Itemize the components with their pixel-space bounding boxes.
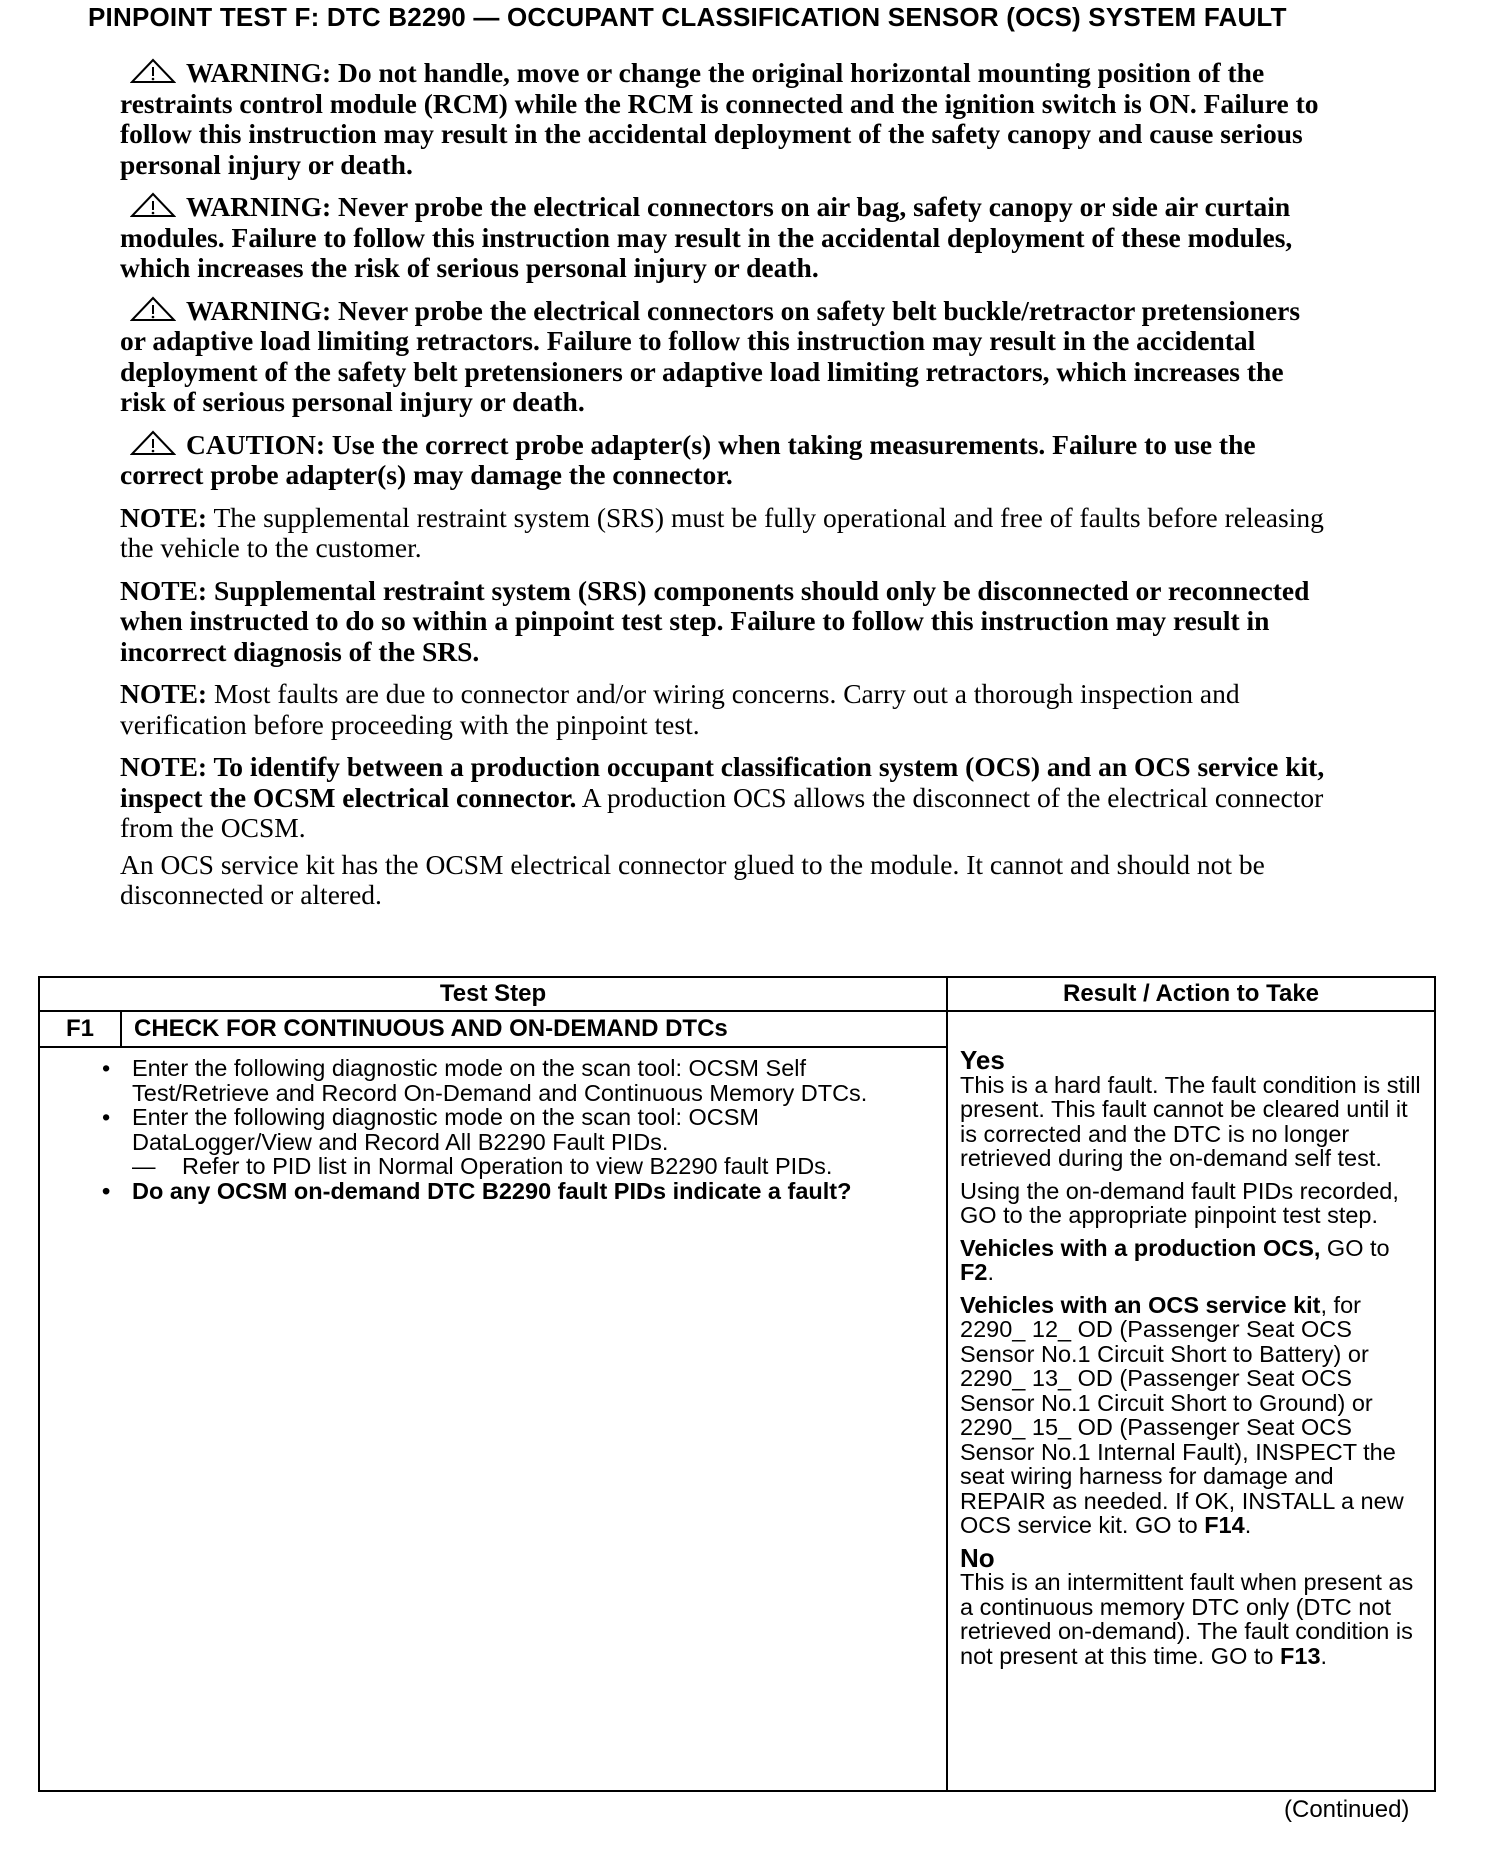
caution: CAUTION: Use the correct probe adapter(s) when taking measurements. Failure to use the correct probe adapter(s) may damage the connector. [120, 428, 1256, 490]
note-srs-operational: NOTE: The supplemental restraint system (SRS) must be fully operational and free of faults before releasing the vehicle to the customer. [120, 501, 1324, 563]
bullet-icon: • [102, 1055, 111, 1081]
intro-section [120, 58, 1330, 923]
result-using-text: Using the on-demand fault PIDs recorded, GO to the appropriate pinpoint test step. [960, 1177, 1399, 1228]
step-title-row [39, 1011, 1435, 1047]
result-production-ocs: Vehicles with a production OCS, GO to F2. [960, 1234, 1390, 1285]
warning-1: WARNING: Do not handle, move or change the original horizontal mounting position of the restraints control module (RCM) while the RCM is connected and the ignition switch is ON. Failure to follow this instruction may result in the accidental deployment of the safety canopy and cause serious personal injury or death. [120, 57, 1319, 180]
test-step-table [38, 976, 1436, 1792]
header-test-step: Test Step [39, 977, 947, 1011]
page-title: PINPOINT TEST F: DTC B2290 — OCCUPANT CLASSIFICATION SENSOR (OCS) SYSTEM FAULT [88, 2, 1287, 32]
header-result-action: Result / Action to Take [947, 977, 1435, 1011]
bullet-icon: • [102, 1104, 111, 1130]
continued-label: (Continued) [1284, 1796, 1410, 1823]
warning-2: WARNING: Never probe the electrical connectors on air bag, safety canopy or side air curtain modules. Failure to follow this instruction may result in the accidental deployment of these modules, which increases the risk of serious personal injury or death. [120, 191, 1293, 283]
warning-triangle-icon [130, 430, 176, 456]
result-cell [947, 1011, 1435, 1791]
sub-instruction: — Refer to PID list in Normal Operation to view B2290 fault PIDs. [132, 1153, 833, 1179]
table-header-row [39, 977, 1435, 1011]
instruction-item: • Enter the following diagnostic mode on the scan tool: OCSM Self Test/Retrieve and Record On-Demand and Continuous Memory DTCs. [102, 1055, 868, 1106]
result-yes-label: Yes [960, 1045, 1005, 1075]
step-title: CHECK FOR CONTINUOUS AND ON-DEMAND DTCs [121, 1011, 947, 1047]
result-no-text: This is an intermittent fault when present as a continuous memory DTC only (DTC not retrieved on-demand). The fault condition is not present at this time. GO to F13. [960, 1569, 1414, 1669]
warning-3: WARNING: Never probe the electrical connectors on safety belt buckle/retractor pretensioners or adaptive load limiting retractors. Failure to follow this instruction may result in the accidental deployment of the safety belt pretensioners or adaptive load limiting retractors, which increases the risk of serious personal injury or death. [120, 294, 1301, 417]
result-service-kit: Vehicles with an OCS service kit, for 2290_ 12_ OD (Passenger Seat OCS Sensor No.1 Circuit Short to Battery) or 2290_ 13_ OD (Passenger Seat OCS Sensor No.1 Circuit Short to Ground) or 2290_ 15_ OD (Passenger Seat OCS Sensor No.1 Internal Fault), INSPECT the seat wiring harness for damage and REPAIR as needed. If OK, INSTALL a new OCS service kit. GO to F14. [960, 1291, 1404, 1538]
note-connector-wiring: NOTE: Most faults are due to connector and/or wiring concerns. Carry out a thorough inspection and verification before proceeding with the pinpoint test. [120, 678, 1240, 740]
instruction-list [102, 1055, 926, 1204]
dash-icon: — [132, 1153, 156, 1179]
step-id: F1 [39, 1011, 121, 1047]
warning-triangle-icon [130, 58, 176, 84]
instruction-question: • Do any OCSM on-demand DTC B2290 fault PIDs indicate a fault? [102, 1177, 852, 1204]
result-yes-text: This is a hard fault. The fault condition is still present. This fault cannot be cleared until it is corrected and the DTC is no longer retrieved during the on-demand self test. [960, 1071, 1421, 1171]
service-kit-note: An OCS service kit has the OCSM electrical connector glued to the module. It cannot and should not be disconnected or altered. [120, 848, 1265, 910]
step-instructions [39, 1047, 947, 1791]
bullet-icon: • [102, 1177, 111, 1204]
note-ocs-identify: NOTE: To identify between a production occupant classification system (OCS) and an OCS service kit, inspect the OCSM electrical connector. A production OCS allows the disconnect of the electrical connector from the OCSM. [120, 751, 1325, 843]
note-srs-components: NOTE: Supplemental restraint system (SRS) components should only be disconnected or reconnected when instructed to do so within a pinpoint test step. Failure to follow this instruction may result in incorrect diagnosis of the SRS. [120, 574, 1310, 667]
instruction-item: • Enter the following diagnostic mode on the scan tool: OCSM DataLogger/View and Record All B2290 Fault PIDs. — Refer to PID list in Normal Operation to view B2290 fault PIDs. [132, 1105, 926, 1179]
warning-triangle-icon [130, 192, 176, 218]
result-no-label: No [960, 1542, 995, 1573]
warning-triangle-icon [130, 296, 176, 322]
